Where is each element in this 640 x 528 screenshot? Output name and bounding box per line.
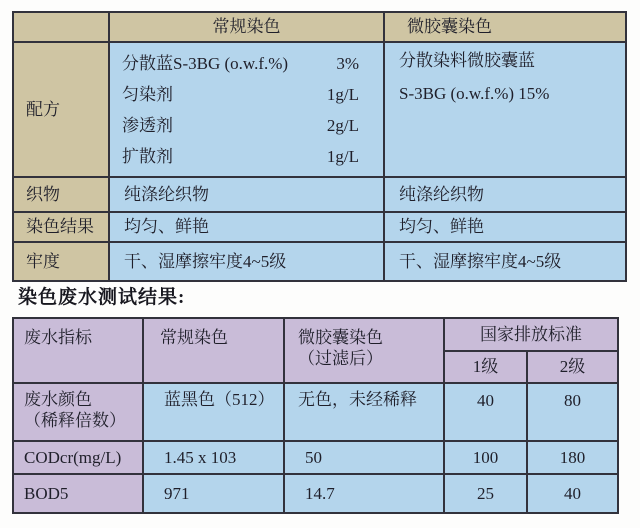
t1-fastness-label: 牢度 — [13, 242, 109, 281]
header-line: （过滤后） — [298, 349, 383, 369]
ingredient-amount: 2g/L — [326, 115, 359, 135]
ingredient-amount: 3% — [336, 53, 359, 73]
t1-fabric-microcapsule: 纯涤纶织物 — [384, 177, 626, 212]
t2-codcr-label: CODcr(mg/L) — [13, 441, 143, 474]
t2-codcr-level2: 180 — [527, 441, 618, 474]
t1-fastness-microcapsule: 干、湿摩擦牢度4~5级 — [384, 242, 626, 281]
label-line: （稀释倍数） — [24, 411, 126, 431]
t1-fabric-row — [13, 177, 626, 212]
t2-color-label — [13, 383, 143, 441]
t1-result-microcapsule: 均匀、鲜艳 — [384, 212, 626, 242]
dyeing-comparison-table — [12, 11, 627, 282]
t1-result-conventional: 均匀、鲜艳 — [109, 212, 384, 242]
t1-formula-label: 配方 — [13, 42, 109, 177]
ingredient-name: 扩散剂 — [122, 146, 173, 166]
t2-bod5-microcapsule: 14.7 — [284, 474, 444, 513]
t1-corner-cell — [13, 12, 109, 42]
t1-fabric-conventional: 纯涤纶织物 — [109, 177, 384, 212]
t1-header-row — [13, 12, 626, 42]
t2-header-microcapsule — [284, 318, 444, 383]
t1-formula-microcapsule — [384, 42, 626, 177]
t2-color-microcapsule: 无色，未经稀释 — [284, 383, 444, 441]
ingredient-name: 分散蓝S-3BG (o.w.f.%) — [122, 53, 289, 73]
ingredient-name: 渗透剂 — [122, 115, 173, 135]
t1-result-row — [13, 212, 626, 242]
t2-header-level1: 1级 — [444, 351, 527, 383]
t1-header-microcapsule: 微胶囊染色 — [384, 12, 626, 42]
t1-formula-row — [13, 42, 626, 177]
t2-codcr-conventional: 1.45 x 103 — [143, 441, 284, 474]
t2-codcr-level1: 100 — [444, 441, 527, 474]
t2-header-row-1 — [13, 318, 618, 351]
t2-codcr-microcapsule: 50 — [284, 441, 444, 474]
t2-header-level2: 2级 — [527, 351, 618, 383]
t2-color-conventional: 蓝黑色（512） — [143, 383, 284, 441]
wastewater-results-table — [12, 317, 619, 514]
t2-bod5-row — [13, 474, 618, 513]
t2-codcr-row — [13, 441, 618, 474]
t1-header-conventional: 常规染色 — [109, 12, 384, 42]
formula-line — [122, 110, 359, 141]
ingredient-name: 匀染剂 — [122, 84, 173, 104]
t2-header-national-standard: 国家排放标准 — [444, 318, 618, 351]
formula-line: 分散染料微胶囊蓝 — [399, 51, 535, 70]
t2-header-indicator: 废水指标 — [13, 318, 143, 383]
t2-bod5-level1: 25 — [444, 474, 527, 513]
section-title: 染色废水测试结果: — [18, 287, 186, 308]
ingredient-amount: 1g/L — [326, 146, 359, 166]
t2-color-row — [13, 383, 618, 441]
t2-color-level2: 80 — [527, 383, 618, 441]
formula-line — [122, 79, 359, 110]
formula-line — [122, 48, 359, 79]
formula-line — [122, 141, 359, 172]
t2-color-level1: 40 — [444, 383, 527, 441]
t1-fabric-label: 织物 — [13, 177, 109, 212]
t1-fastness-row — [13, 242, 626, 281]
t1-result-label: 染色结果 — [13, 212, 109, 242]
t1-fastness-conventional: 干、湿摩擦牢度4~5级 — [109, 242, 384, 281]
t2-bod5-label: BOD5 — [13, 474, 143, 513]
t1-formula-conventional — [109, 42, 384, 177]
formula-line: S-3BG (o.w.f.%) 15% — [399, 84, 550, 103]
ingredient-amount: 1g/L — [326, 84, 359, 104]
header-line: 微胶囊染色 — [298, 328, 383, 347]
t2-header-conventional: 常规染色 — [143, 318, 284, 383]
t2-bod5-conventional: 971 — [143, 474, 284, 513]
t2-bod5-level2: 40 — [527, 474, 618, 513]
label-line: 废水颜色 — [24, 390, 92, 409]
